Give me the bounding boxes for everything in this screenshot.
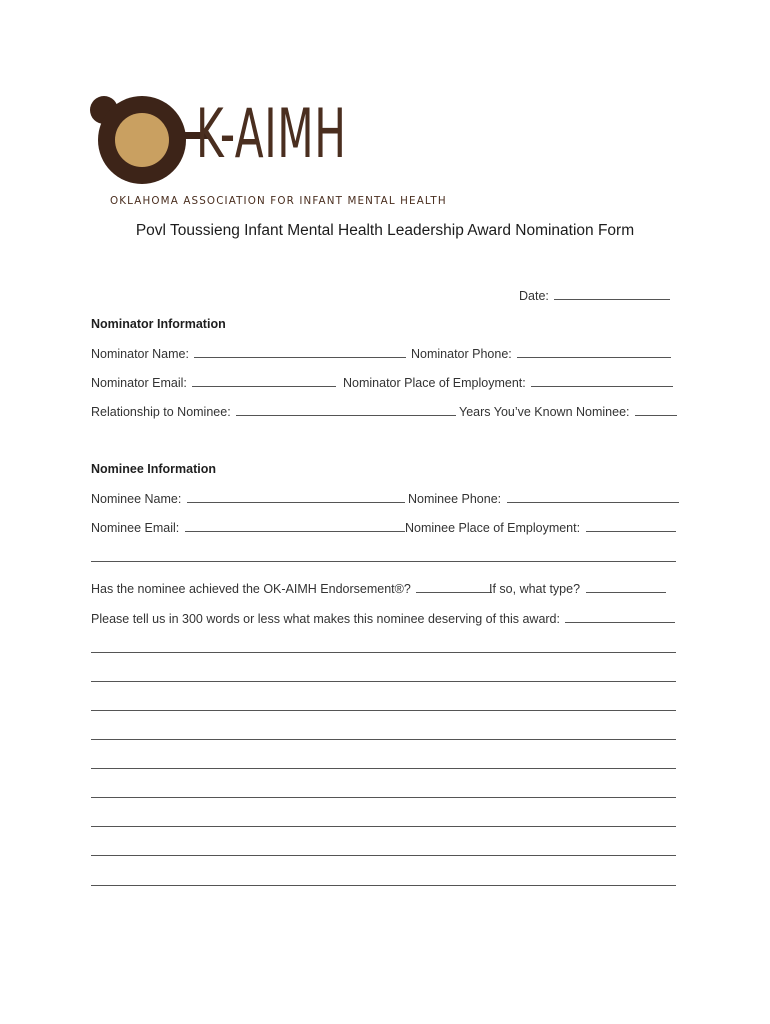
nominee-employment-row [405, 519, 676, 536]
nominee-employment-field[interactable] [586, 519, 676, 532]
logo-subtitle: OKLAHOMA ASSOCIATION FOR INFANT MENTAL HEALTH [110, 194, 447, 207]
logo-wordmark: K-AIMH [196, 95, 347, 174]
nominator-email-row [91, 374, 336, 391]
ok-aimh-logo [88, 88, 447, 214]
nominee-email-label: Nominee Email: [91, 521, 180, 535]
essay-prompt-label: Please tell us in 300 words or less what makes this nominee deserving of this award: [91, 612, 560, 626]
nominator-name-row [91, 345, 406, 362]
date-row [519, 287, 670, 304]
years-known-field[interactable] [635, 403, 677, 416]
nominee-extra-line[interactable] [91, 561, 676, 562]
essay-prompt-field[interactable] [565, 610, 675, 623]
essay-line[interactable] [91, 652, 676, 653]
essay-line[interactable] [91, 797, 676, 798]
relationship-label: Relationship to Nominee: [91, 405, 231, 419]
nominee-name-label: Nominee Name: [91, 492, 182, 506]
essay-line[interactable] [91, 739, 676, 740]
nominator-phone-row [411, 345, 671, 362]
nominator-name-field[interactable] [194, 345, 406, 358]
years-known-row [459, 403, 677, 420]
nominee-phone-row [408, 490, 679, 507]
nominator-employment-label: Nominator Place of Employment: [343, 376, 526, 390]
nominator-email-label: Nominator Email: [91, 376, 187, 390]
essay-line[interactable] [91, 855, 676, 856]
nominator-phone-field[interactable] [517, 345, 671, 358]
essay-line[interactable] [91, 885, 676, 886]
nominator-section-heading: Nominator Information [91, 317, 226, 331]
nominee-name-row [91, 490, 405, 507]
date-label: Date: [519, 289, 549, 303]
nominee-employment-label: Nominee Place of Employment: [405, 521, 581, 535]
nominator-employment-row [343, 374, 673, 391]
endorsement-type-label: If so, what type? [489, 582, 581, 596]
essay-prompt-row [91, 610, 675, 627]
endorsement-type-row [489, 580, 666, 597]
essay-line[interactable] [91, 681, 676, 682]
endorsement-field[interactable] [416, 580, 492, 593]
nominee-name-field[interactable] [187, 490, 405, 503]
nominee-phone-label: Nominee Phone: [408, 492, 502, 506]
years-known-label: Years You’ve Known Nominee: [459, 405, 630, 419]
relationship-row [91, 403, 456, 420]
endorsement-type-field[interactable] [586, 580, 666, 593]
essay-line[interactable] [91, 768, 676, 769]
nominee-email-row [91, 519, 405, 536]
nominator-phone-label: Nominator Phone: [411, 347, 512, 361]
nominator-name-label: Nominator Name: [91, 347, 189, 361]
nominee-phone-field[interactable] [507, 490, 679, 503]
nominee-section-heading: Nominee Information [91, 462, 217, 476]
nominee-email-field[interactable] [185, 519, 405, 532]
logo-cup-icon [88, 88, 208, 198]
relationship-field[interactable] [236, 403, 456, 416]
date-field[interactable] [554, 287, 670, 300]
endorsement-label: Has the nominee achieved the OK-AIMH Endorsement®? [91, 582, 411, 596]
essay-line[interactable] [91, 826, 676, 827]
nominator-email-field[interactable] [192, 374, 336, 387]
endorsement-row [91, 580, 492, 597]
nominator-employment-field[interactable] [531, 374, 673, 387]
essay-line[interactable] [91, 710, 676, 711]
form-title: Povl Toussieng Infant Mental Health Leadership Award Nomination Form [135, 222, 635, 239]
